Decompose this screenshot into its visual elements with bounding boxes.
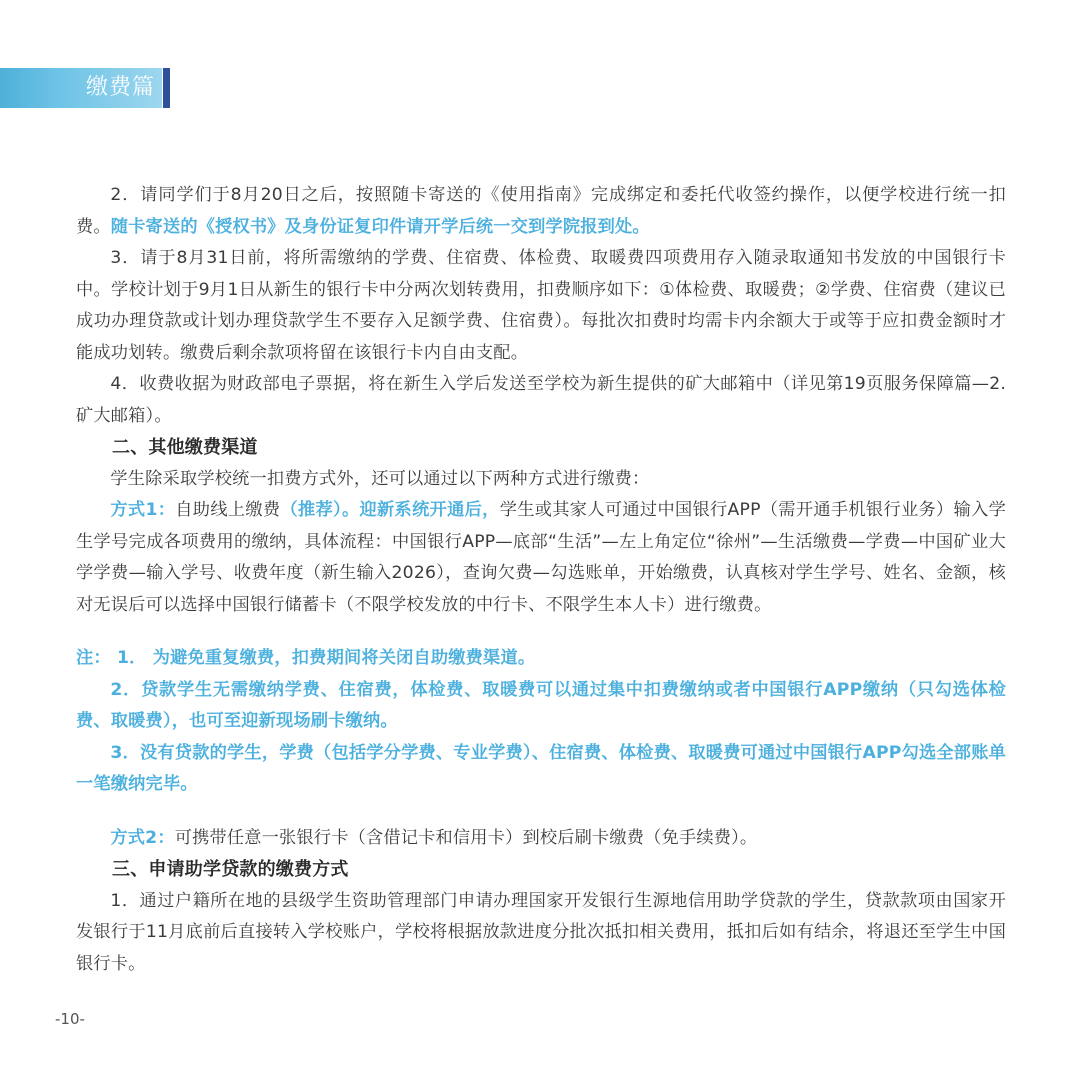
method-1-highlight: （推荐）。迎新系统开通后， xyxy=(280,500,500,520)
method-2-text: 可携带任意一张银行卡（含借记卡和信用卡）到校后刷卡缴费（免手续费）。 xyxy=(174,827,758,848)
method-1-label: 方式1： xyxy=(110,500,176,520)
paragraph-2 xyxy=(76,180,1006,243)
method-1-paragraph xyxy=(76,495,1006,621)
spacer xyxy=(76,801,1006,823)
spacer xyxy=(76,621,1006,643)
section-2-title: 二、其他缴费渠道 xyxy=(112,437,258,458)
section-header-title: 缴费篇 xyxy=(86,75,156,100)
method-1-text: 学生或其家人可通过中国银行APP（需开通手机银行业务）输入学生学号完成各项费用的缴纳，具体流程：中国银行APP—底部“生活”—左上角定位“徐州”—生活缴费—学费—中国矿业大学学费—输入学号、收费年度（新生输入2026），查询欠费—勾选账单，开始缴费，认真核对学生学号、姓名、金额，核对无误后可以选择中国银行储蓄卡（不限学校发放的中行卡、不限学生本人卡）进行缴费。 xyxy=(76,500,1007,615)
method-2-paragraph xyxy=(76,823,1006,855)
page-number: -10- xyxy=(55,1010,85,1028)
header-accent-bar xyxy=(163,68,170,108)
document-body xyxy=(76,180,1006,980)
section-3-paragraph-1: 1．通过户籍所在地的县级学生资助管理部门申请办理国家开发银行生源地信用助学贷款的学生，贷款款项由国家开发银行于11月底前后直接转入学校账户，学校将根据放款进度分批次抵扣相关费用，抵扣后如有结余，将退还至学生中国银行卡。 xyxy=(76,890,1006,974)
paragraph-4: 4．收费收据为财政部电子票据，将在新生入学后发送至学校为新生提供的矿大邮箱中（详见第19页服务保障篇—2.矿大邮箱）。 xyxy=(76,374,1006,426)
note-3: 3．没有贷款的学生，学费（包括学分学费、专业学费）、住宿费、体检费、取暖费可通过中国银行APP勾选全部账单一笔缴纳完毕。 xyxy=(76,742,1006,794)
section-2-intro: 学生除采取学校统一扣费方式外，还可以通过以下两种方式进行缴费： xyxy=(110,468,650,489)
paragraph-3: 3．请于8月31日前，将所需缴纳的学费、住宿费、体检费、取暖费四项费用存入随录取通知书发放的中国银行卡中。学校计划于9月1日从新生的银行卡中分两次划转费用，扣费顺序如下：①体检费、取暖费；②学费、住宿费（建议已成功办理贷款或计划办理贷款学生不要存入足额学费、住宿费）。每批次扣费时均需卡内余额大于或等于应扣费金额时才能成功划转。缴费后剩余款项将留在该银行卡内自由支配。 xyxy=(76,248,1006,363)
note-2: 2．贷款学生无需缴纳学费、住宿费，体检费、取暖费可以通过集中扣费缴纳或者中国银行APP缴纳（只勾选体检费、取暖费），也可至迎新现场刷卡缴纳。 xyxy=(76,679,1006,731)
paragraph-2-text: 2．请同学们于8月20日之后，按照随卡寄送的《使用指南》完成绑定和委托代收签约操作，以便学校进行统一扣费。 xyxy=(76,185,1006,237)
method-2-label: 方式2： xyxy=(110,827,175,848)
note-1: 注： 1． 为避免重复缴费，扣费期间将关闭自助缴费渠道。 xyxy=(76,648,536,668)
method-1-plain: 自助线上缴费 xyxy=(175,500,281,520)
section-3-title: 三、申请助学贷款的缴费方式 xyxy=(112,859,349,880)
paragraph-2-highlight: 随卡寄送的《授权书》及身份证复印件请开学后统一交到学院报到处。 xyxy=(110,216,650,237)
